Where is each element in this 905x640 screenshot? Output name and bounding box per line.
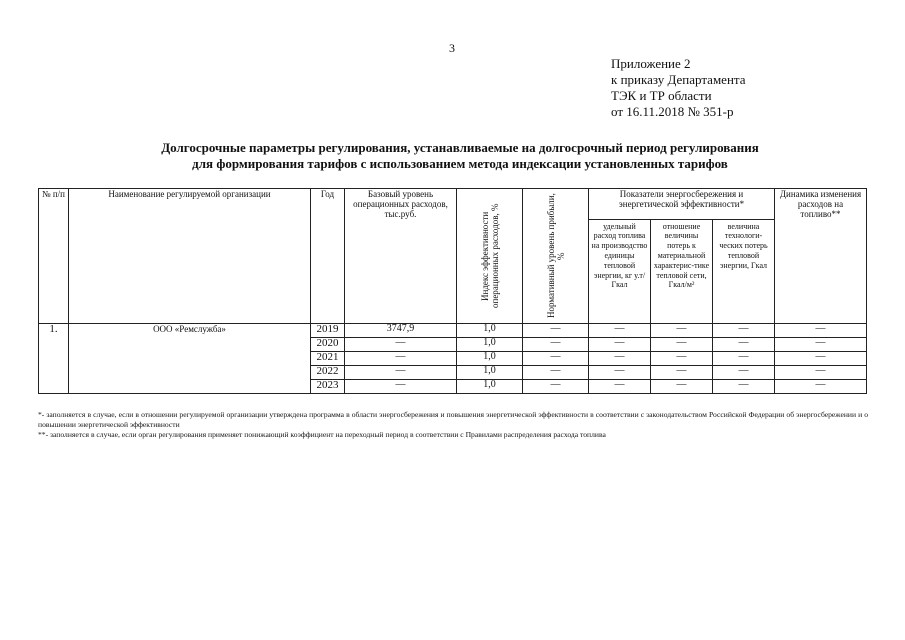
cell-fuel-dynamics: —	[775, 380, 867, 394]
cell-loss-ratio: —	[651, 366, 713, 380]
cell-tech-losses: —	[713, 352, 775, 366]
document-title	[60, 140, 860, 172]
cell-loss-ratio: —	[651, 324, 713, 338]
cell-tech-losses: —	[713, 338, 775, 352]
org-name: ООО «Ремслужба»	[69, 324, 311, 394]
cell-base-cost: —	[345, 338, 457, 352]
appendix-block	[611, 56, 746, 120]
cell-fuel-dynamics: —	[775, 366, 867, 380]
appendix-line: Приложение 2	[611, 56, 691, 71]
footnote-1: *- заполняется в случае, если в отношении регулируемой организации утверждена программа в области энергосбережения и повышения энергетической эффективности в соответствии с законодательством Российской Федерации об энергосбережении и о повышении энергетической эффективности	[38, 410, 868, 429]
cell-year: 2023	[311, 380, 345, 394]
cell-fuel-consumption: —	[589, 352, 651, 366]
cell-efficiency-index: 1,0	[457, 380, 523, 394]
footnotes	[38, 410, 868, 440]
cell-base-cost: 3747,9	[345, 324, 457, 338]
document-title-line: для формирования тарифов с использованием метода индексации установленных тарифов	[192, 156, 728, 171]
cell-fuel-dynamics: —	[775, 352, 867, 366]
cell-efficiency-index: 1,0	[457, 366, 523, 380]
cell-tech-losses: —	[713, 324, 775, 338]
cell-profit-level: —	[523, 352, 589, 366]
footnote-2: **- заполняется в случае, если орган регулирования применяет понижающий коэффициент на переходный период в соответствии с Правилами распределения расхода топлива	[38, 430, 606, 439]
appendix-line: к приказу Департамента	[611, 72, 746, 87]
cell-loss-ratio: —	[651, 380, 713, 394]
subheader-fuel-consumption: удельный расход топлива на производство единицы тепловой энергии, кг у.т/Гкал	[589, 219, 651, 323]
cell-fuel-consumption: —	[589, 338, 651, 352]
cell-tech-losses: —	[713, 380, 775, 394]
cell-fuel-consumption: —	[589, 324, 651, 338]
cell-efficiency-index: 1,0	[457, 324, 523, 338]
header-base-cost: Базовый уровень операционных расходов, тыс.руб.	[345, 189, 457, 324]
header-profit-level-cell	[523, 189, 589, 324]
header-profit-level: Нормативный уровень прибыли, %	[545, 193, 566, 319]
table-row	[39, 324, 867, 338]
table-header-row	[39, 189, 867, 220]
cell-profit-level: —	[523, 338, 589, 352]
cell-efficiency-index: 1,0	[457, 338, 523, 352]
cell-tech-losses: —	[713, 366, 775, 380]
cell-efficiency-index: 1,0	[457, 352, 523, 366]
cell-fuel-consumption: —	[589, 380, 651, 394]
header-efficiency-index: Индекс эффективности операционных расходов, %	[479, 203, 500, 309]
cell-fuel-consumption: —	[589, 366, 651, 380]
cell-loss-ratio: —	[651, 352, 713, 366]
document-title-line: Долгосрочные параметры регулирования, устанавливаемые на долгосрочный период регулирования	[161, 140, 759, 155]
header-organization: Наименование регулируемой организации	[69, 189, 311, 324]
header-num: № п/п	[39, 189, 69, 324]
cell-year: 2022	[311, 366, 345, 380]
cell-base-cost: —	[345, 366, 457, 380]
header-fuel-dynamics: Динамика изменения расходов на топливо**	[775, 189, 867, 324]
cell-base-cost: —	[345, 380, 457, 394]
subheader-loss-ratio: отношение величины потерь к материальной характерис-тике тепловой сети, Гкал/м²	[651, 219, 713, 323]
subheader-tech-losses: величина технологи-ческих потерь тепловой энергии, Гкал	[713, 219, 775, 323]
cell-loss-ratio: —	[651, 338, 713, 352]
appendix-line: ТЭК и ТР области	[611, 88, 712, 103]
parameters-table	[38, 188, 867, 394]
cell-fuel-dynamics: —	[775, 338, 867, 352]
page-number: 3	[449, 41, 455, 55]
cell-year: 2019	[311, 324, 345, 338]
cell-year: 2021	[311, 352, 345, 366]
header-energy-group: Показатели энергосбережения и энергетической эффективности*	[589, 189, 775, 220]
header-year: Год	[311, 189, 345, 324]
cell-profit-level: —	[523, 324, 589, 338]
cell-base-cost: —	[345, 352, 457, 366]
header-efficiency-index-cell	[457, 189, 523, 324]
cell-fuel-dynamics: —	[775, 324, 867, 338]
cell-year: 2020	[311, 338, 345, 352]
appendix-line: от 16.11.2018 № 351-р	[611, 104, 734, 119]
cell-profit-level: —	[523, 366, 589, 380]
org-num: 1.	[39, 324, 69, 394]
cell-profit-level: —	[523, 380, 589, 394]
